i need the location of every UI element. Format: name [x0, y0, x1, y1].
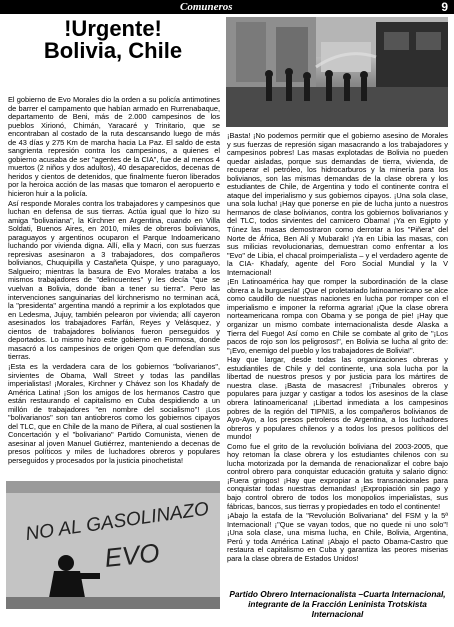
article-signature	[227, 589, 448, 619]
left-paragraph-1: El gobierno de Evo Morales dio la orden a su policía antimotines de barrer el campamento que habían armado en Rurrenabaque, departamento de Beni, más de 2.000 campesinos de los pueblos Xirionó, Chimán, Yaracaré y Trinitario, que se encontraban al costado de la ruta descansando luego de más de 43 días y 275 Km de marcha hacia La Paz. El saldo de esta sangrienta represión contra los campesinos, a quienes el gobierno acusaba de ser "agentes de la CIA", fue de al menos 4 muertos (2 niños y dos adultos), 40 desaparecidos, decenas de heridos y cientos de detenidos, que finalmente fueron liberados por la heroica acción de las masas que tomaron el aeropuerto e hicieron huir a la policía.	[8, 95, 220, 199]
page-number: 9	[441, 0, 448, 14]
article-headline	[8, 18, 218, 62]
header-bar	[0, 0, 454, 14]
right-paragraph-2: ¡En Latinoamérica hay que romper la subordinación de la clase obrera a la burguesía! ¡Que el proletariado latinoamericano se alce como caudillo de nuestras naciones en lucha por romper con el imperialismo e imponer la reforma agraria! ¡Que la clase obrera norteamericana rompa con Obama y se ponga de pie! ¡Hay que organizar un mismo combate internacionalista desde Alaska a Tierra del Fuego! Así como en Chile se combate al grito de "¡Los pacos de rojo son los peligrosos!", en Bolivia se lucha al grito de: "¡Evo, enemigo del pueblo y los trabajadores de Bolivia!".	[227, 277, 448, 355]
graffiti-text-1: NO AL GASOLINAZO	[24, 498, 211, 546]
left-paragraph-3: ¡Esta es la verdadera cara de los gobiernos "bolivarianos", sirvientes de Obama, Wall Street y todas las pandillas imperialistas! ¡Morales, Kirchner y Chávez son los Khadafy de América Latina! ¡Son los amigos de los hermanos Castro que están restaurando el capitalismo en Cuba despidiendo a un millón de trabajadores "en nombre del socialismo"! ¡Los "bolivarianos" son tan antiobreros como los gobiernos cipayos del TLC, que en Chile de la mano de Piñera, al cual sostienen la Concertación y el "bolivariano" Partido Comunista, vienen de asesinar al joven Manuel Gutiérrez, manteniendo a decenas de presos políticos y miles de luchadores obreros y populares perseguidos y procesados por la justicia pinochetista!	[8, 361, 220, 465]
graffiti-text-2: EVO	[103, 537, 161, 573]
publication-logo: Comuneros	[180, 1, 233, 13]
article-right-column	[227, 132, 448, 563]
signature-line-1: Partido Obrero Internacionalista –Cuarta Internacional,	[229, 589, 446, 599]
riot-police-image	[226, 17, 448, 127]
headline-line-1: !Urgente!	[64, 16, 162, 41]
right-paragraph-3: Hay que largar, desde todas las organizaciones obreras y estudiantiles de Chile y del continente, una sola lucha por la libertad de nuestros presos y por justicia para los mártires de nuestra clase. ¡Basta de masacres! ¡Tribunales obreros y populares para juzgar y castigar a todos los asesinos de la clase obrera latinoamericana! ¡Libertad inmediata a los campesinos pobres de la región del TIPNIS, a los compañeros bolivianos de Ayo-Ayo, a los presos petroleros de Argentina, a los luchadores obreros y populares chilenos y a todos los presos políticos del mundo!	[227, 355, 448, 442]
right-paragraph-5: ¡Abajo la estafa de la "Revolución Bolivariana" del FSM y la 5ª Internacional! ¡"Que se vayan todos, que no quede ni uno solo"! ¡Una sola clase, una misma lucha, en Chile, Bolivia, Argentina, Perú y toda América Latina! ¡Abajo el pacto Obama-Castro que restaura el capitalismo en Cuba y garantiza las peores miserias para la clase obrera de Estados Unidos!	[227, 511, 448, 563]
graffiti-image	[6, 481, 220, 609]
right-paragraph-1: ¡Basta! ¡No podemos permitir que el gobierno asesino de Morales y sus fuerzas de represión sigan masacrando a los trabajadores y campesinos pobres! Las masas explotadas de Bolivia no pueden quedar aisladas, porque sus demandas de tierra, vivienda, de recuperar el petróleo, los hidrocarburos y la minería para los bolivianos, son las mismas demandas de la clase obrera y los estudiantes de Chile, de Argentina y todo el continente contra el ataque del imperialismo y sus gobiernos cipayos. ¡Una sola clase, una sola lucha! ¡Hay que ponerse en pie de lucha junto a nuestros hermanos de clase bolivianos, contra los gobiernos bolivarianos y del TLC, todos sirvientes del carnicero Obama! ¡Ya en Egipto y Túnez las masas demostraron como derrotar a los "Piñera" del Norte de África, Ben Alí y Mubarak! ¡Ya en Libia las masas, con sus milicias revolucionarias, demuestran como enfrentar a los "Evo" de Libia, el chacal proimperialista – y el verdadero agente de la CIA- Khadafy, agente del Foro Social Mundial y la V Internacional!	[227, 131, 448, 277]
signature-line-2: integrante de la Fracción Leninista Trotskista Internacional	[248, 599, 427, 619]
article-left-column	[8, 96, 220, 466]
headline-line-2: Bolivia, Chile	[43, 38, 183, 63]
graffiti-photo	[6, 481, 220, 609]
right-paragraph-4: Como fue el grito de la revolución boliviana del 2003-2005, que hoy retoman la clase obrera y los estudiantes chilenos con su lucha motorizada por la demanda de renacionalizar el cobre bajo control obrero para conquistar educación gratuita y salario digno: ¡Fuera gringos! ¡Hay que expropiar a las transnacionales para conquistar todas nuestras demandas! ¡Expropiación sin pago y bajo control obrero de todos los monopolios imperialistas, sus fábricas, bancos, sus tierras y propiedades en todo el continente!	[227, 441, 448, 511]
riot-police-photo	[226, 17, 448, 127]
left-paragraph-2: Así responde Morales contra los trabajadores y campesinos que luchan en defensa de sus tierras. Actúa igual que lo hizo su amiga "bolivariana", la Kirchner en Argentina, cuando en Villa Soldati, Buenos Aires, en 2010, miles de obreros bolivianos, paraguayos y argentinos ocuparon el Parque Indoamericano luchando por vivienda digna. Allí, ella y Macri, con sus fuerzas represivas asesinaron a 3 trabajadores, dos compañeros bolivianos, Chuquipilla y Castañeta Quispe, y uno paraguayo, Salgueiro; mientras la basura de Evo Morales trataba a los mismos trabajadores de "delincuentes" y les decía "que se vuelvan a Bolivia, donde iban a tener su tierra". Pero las intervenciones sanguinarias del kirchnerismo no terminan acá, la "presidenta" argentina mandó a reprimir a los explotados que en Ledesma, Jujuy, también pelearon por vivienda; allí cayeron asesinados los trabajadores Farfán, Reyes y Velásquez, y cientos de trabajadores bolivianos fueron perseguidos y deportados. Lo mismo hizo este gobierno en Formosa, donde masacró a los campesinos de origen Qom que defendían sus tierras.	[8, 198, 220, 362]
